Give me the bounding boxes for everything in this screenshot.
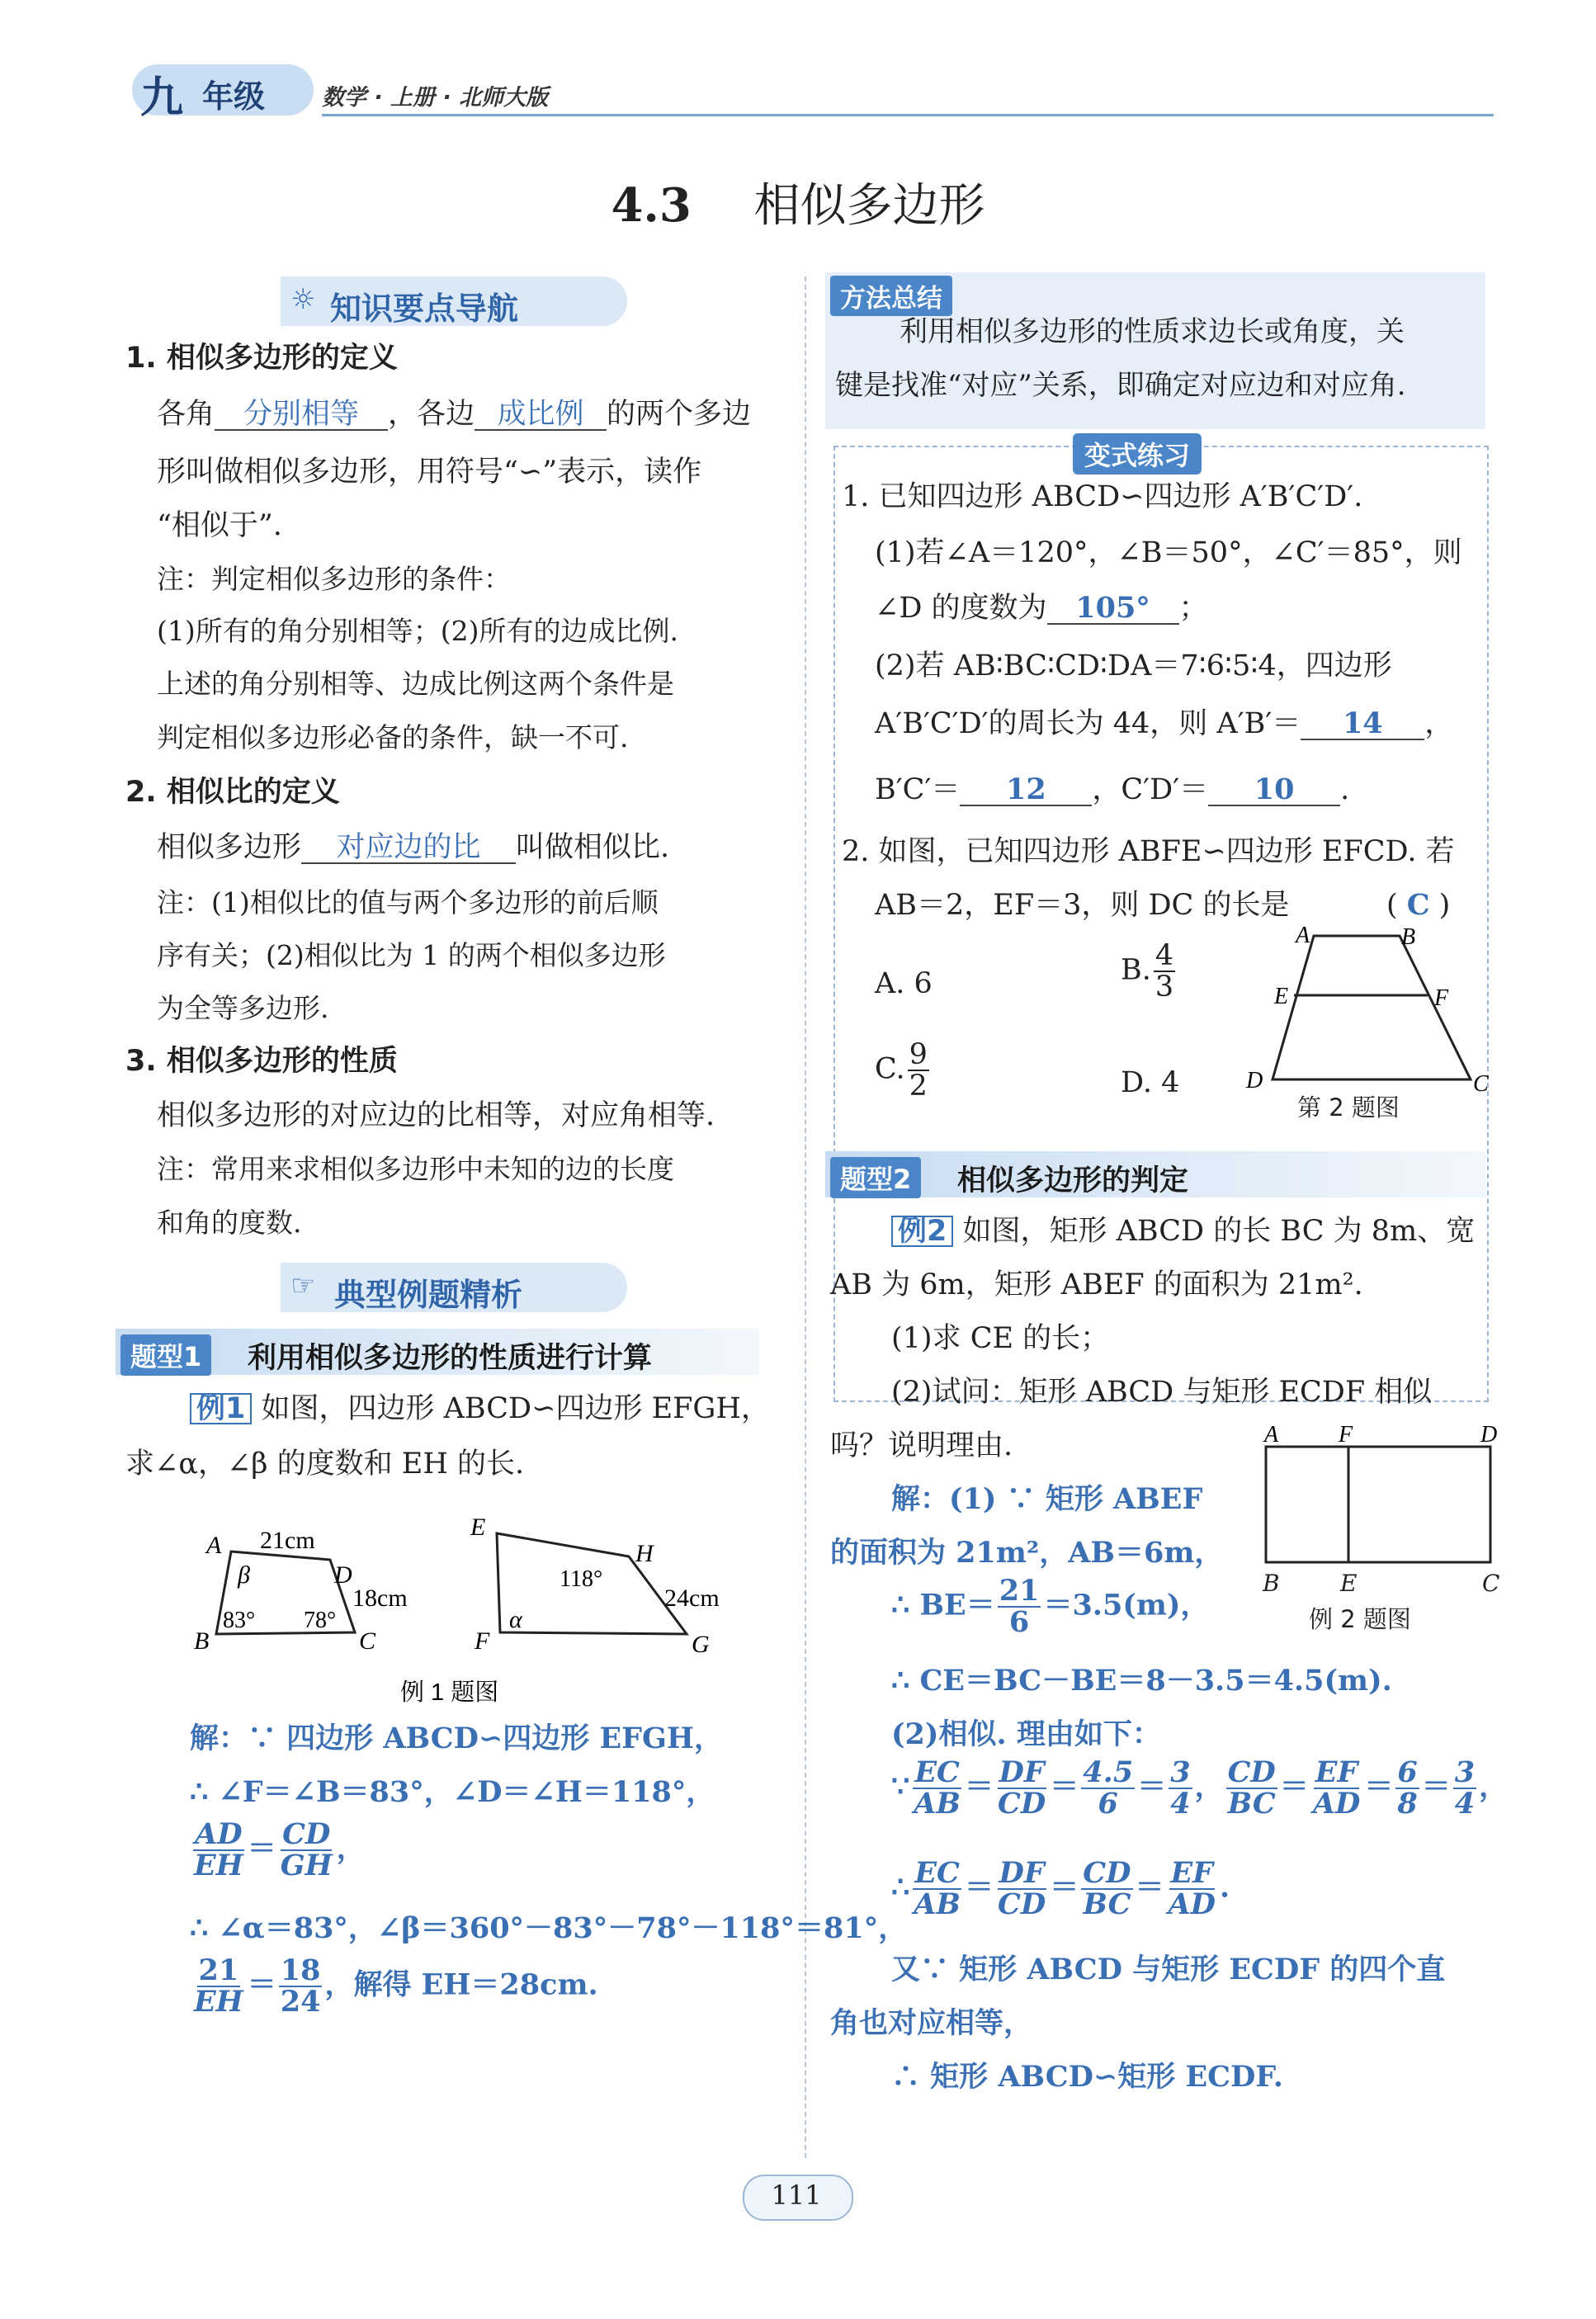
frac-num: EF	[1315, 1755, 1358, 1789]
fraction	[996, 1856, 1047, 1921]
p1-l6-mid: ，C′D′＝	[1092, 773, 1209, 806]
answer-blank-angle-d: 105°	[1047, 593, 1179, 625]
fig2-label-d: D	[1246, 1068, 1263, 1093]
fraction	[192, 1953, 245, 2019]
examples-banner	[281, 1263, 627, 1312]
math-symbol: ，	[1479, 1769, 1509, 1804]
math-symbol: ，	[1194, 1769, 1224, 1804]
p2-option-b	[1121, 941, 1178, 1002]
answer-blank-ab: 14	[1301, 709, 1424, 740]
s1-note-line1: (1)所有的角分别相等；(2)所有的边成比例.	[157, 615, 678, 647]
s3-note-line1: 注：常用来求相似多边形中未知的边的长度	[157, 1153, 674, 1185]
p1-line2: (1)若∠A＝120°，∠B＝50°，∠C′＝85°，则	[875, 536, 1462, 569]
frac-num: 6	[1397, 1755, 1418, 1789]
paren-left: (	[1386, 889, 1398, 922]
ex2-line3: (1)求 CE 的长；	[891, 1322, 1110, 1355]
method-line1: 利用相似多边形的性质求边长或角度，关	[900, 315, 1405, 348]
fraction	[1311, 1755, 1362, 1821]
sol1-line1: 解：∵ 四边形 ABCD∽四边形 EFGH，	[190, 1722, 723, 1755]
ex2-line4: (2)试问：矩形 ABCD 与矩形 ECDF 相似	[891, 1376, 1433, 1409]
grade-rest: 年级	[202, 78, 266, 115]
frac-den: EH	[194, 1985, 243, 2019]
right-column	[825, 272, 1509, 2170]
s1-line2: 形叫做相似多边形，用符号“∽”表示，读作	[157, 456, 702, 489]
s1-line1	[157, 396, 751, 432]
examples-banner-label: 典型例题精析	[334, 1277, 523, 1313]
fig1-side-hg: 24cm	[664, 1585, 720, 1612]
ex2-line5: 吗？说明理由.	[830, 1429, 1013, 1462]
practice-banner: 变式练习	[1073, 433, 1202, 475]
rect-abcd	[1266, 1447, 1490, 1562]
s2-note-line3: 为全等多边形.	[157, 992, 329, 1024]
s2-l1-post: 叫做相似比.	[516, 831, 670, 864]
ex2-line1	[891, 1213, 1475, 1249]
sol1-line2: ∴ ∠F＝∠B＝83°，∠D＝∠H＝118°，	[190, 1775, 715, 1809]
s2-note-line1: 注：(1)相似比的值与两个多边形的前后顺	[157, 886, 659, 919]
fig1-label-g: G	[692, 1631, 710, 1658]
fig1-angle-h: 118°	[560, 1566, 603, 1592]
s1-l1-pre: 各角	[157, 398, 215, 431]
sol2-line6	[891, 1755, 1509, 1821]
s1-note-line2: 上述的角分别相等、边成比例这两个条件是	[157, 668, 674, 700]
fig1-beta: β	[238, 1561, 250, 1589]
frac-num: 21	[198, 1953, 239, 1987]
fig1-alpha: α	[509, 1606, 522, 1633]
frac-den: 6	[1008, 1605, 1030, 1639]
fraction	[1081, 1856, 1132, 1921]
sol2-line4: ∴ CE＝BC－BE＝8－3.5＝4.5(m).	[891, 1664, 1392, 1698]
frac-num: EF	[1170, 1856, 1214, 1890]
page-title	[0, 169, 1596, 235]
fig1-angle-c: 78°	[304, 1608, 337, 1633]
fig2-label-a: A	[1296, 924, 1310, 948]
s3-title: 3. 相似多边形的性质	[125, 1045, 398, 1078]
frac-num: 18	[280, 1953, 321, 1987]
sol2-line9: 角也对应相等，	[830, 2006, 1033, 2040]
method-line2: 键是找准“对应”关系，即确定对应边和对应角.	[835, 369, 1406, 402]
p1-line1: 1. 已知四边形 ABCD∽四边形 A′B′C′D′.	[842, 480, 1363, 513]
answer-blank-cd: 10	[1208, 775, 1340, 806]
p2-option-d: D. 4	[1121, 1066, 1180, 1099]
fraction	[192, 1817, 245, 1882]
column-divider	[805, 276, 806, 2158]
practice2-figure	[1238, 924, 1494, 1098]
math-symbol: ∴	[891, 1870, 910, 1905]
s1-l1-post: 的两个多边	[607, 398, 752, 431]
sol2-line3	[891, 1576, 1209, 1637]
ex1-tag: 例1	[190, 1393, 252, 1424]
grade-char: 九	[140, 73, 184, 123]
frac-num: CD	[1227, 1755, 1276, 1789]
math-symbol: ＝	[965, 1870, 994, 1905]
type2-tag: 题型2	[830, 1157, 921, 1198]
s1-note-title: 注：判定相似多边形的条件：	[157, 563, 511, 595]
fig2-label-f: F	[1434, 985, 1449, 1011]
book-subtitle: 数学 · 上册 · 北师大版	[322, 85, 549, 111]
p2-line1: 2. 如图，已知四边形 ABFE∽四边形 EFCD. 若	[842, 835, 1455, 868]
fraction	[996, 1755, 1047, 1821]
header-rule	[322, 114, 1494, 116]
type2-header	[825, 1151, 1485, 1197]
sol2-line1: 解：(1) ∵ 矩形 ABEF	[891, 1482, 1203, 1516]
answer-blank-angles: 分别相等	[215, 399, 388, 431]
frac-num: 9	[909, 1038, 928, 1071]
frac-num: 3	[1454, 1755, 1476, 1789]
answer-blank-bc: 12	[960, 775, 1092, 806]
type1-header	[116, 1329, 759, 1375]
fig1-label-f: F	[475, 1627, 490, 1655]
ex2-line1-text: 如图，矩形 ABCD 的长 BC 为 8m、宽	[962, 1215, 1476, 1248]
fig1-label-e: E	[470, 1514, 486, 1541]
sol1-line5: $\frac{21}{EH}$ ＝ $\frac{18}{24}$ ，解得 EH＝28cm.	[194, 1953, 598, 2019]
fraction	[1226, 1755, 1277, 1821]
frac-den: BC	[1083, 1887, 1131, 1921]
title-number: 4.3	[611, 178, 692, 233]
s2-title: 2. 相似比的定义	[125, 776, 340, 809]
fig3-caption: 例 2 题图	[1309, 1605, 1411, 1633]
sol1-line3: $\frac{AD}{EH}$ ＝ $\frac{CD}{GH}$ ，	[194, 1817, 366, 1882]
fraction	[1453, 1755, 1476, 1821]
frac-num: CD	[282, 1817, 331, 1851]
bulb-icon: ☼	[290, 283, 316, 316]
frac-num: EC	[914, 1856, 960, 1890]
p1-l6-pre: B′C′＝	[875, 773, 961, 806]
frac-den: 6	[1098, 1787, 1118, 1821]
frac-den: 8	[1397, 1787, 1418, 1821]
p2-line2: AB＝2，EF＝3，则 DC 的长是	[875, 889, 1290, 922]
frac-den: 2	[909, 1070, 928, 1103]
fig3-label-c: C	[1482, 1570, 1500, 1597]
sol2-line2: 的面积为 21m²，AB＝6m，	[830, 1536, 1224, 1570]
option-label: C.	[875, 1052, 905, 1086]
math-symbol: ＝	[1421, 1769, 1451, 1804]
page-number: 111	[771, 2180, 822, 2211]
fraction	[1395, 1755, 1419, 1821]
fig1-label-h: H	[635, 1540, 654, 1567]
knowledge-banner-label: 知识要点导航	[330, 290, 519, 327]
p1-l5-post: ，	[1424, 707, 1454, 740]
fig3-label-b: B	[1263, 1570, 1280, 1597]
frac-den: CD	[998, 1887, 1046, 1921]
frac-den: AD	[1312, 1787, 1361, 1821]
fraction	[1167, 1856, 1218, 1921]
frac-den: AD	[1168, 1887, 1216, 1921]
fig3-label-f: F	[1339, 1424, 1353, 1448]
fig2-label-e: E	[1274, 984, 1289, 1009]
fig1-label-d: D	[334, 1561, 352, 1589]
fig3-label-d: D	[1480, 1424, 1498, 1448]
s3-note-line2: 和角的度数.	[157, 1207, 302, 1239]
fraction	[1169, 1755, 1192, 1821]
frac-den: BC	[1227, 1787, 1276, 1821]
p1-line5	[875, 706, 1453, 742]
fig3-label-a: A	[1264, 1424, 1279, 1448]
sol1-l5-post: 解得 EH＝28cm.	[353, 1967, 598, 2002]
frac-num: 4.5	[1083, 1755, 1134, 1789]
fig2-label-b: B	[1401, 924, 1416, 950]
fig1-label-b: B	[194, 1627, 210, 1655]
fig1-side-dc: 18cm	[352, 1585, 408, 1612]
frac-num: AD	[195, 1817, 243, 1851]
fig1-side-ab: 21cm	[260, 1527, 315, 1554]
paren-right: )	[1438, 889, 1451, 922]
s2-note-line2: 序有关；(2)相似比为 1 的两个相似多边形	[157, 939, 666, 971]
fraction	[912, 1755, 962, 1821]
s3-line1: 相似多边形的对应边的比相等，对应角相等.	[157, 1099, 715, 1132]
frac-num: CD	[1083, 1856, 1131, 1890]
sol2-line8: 又∵ 矩形 ABCD 与矩形 ECDF 的四个直	[891, 1953, 1446, 1986]
frac-num: DF	[999, 1755, 1045, 1789]
sol2-l3-post: ＝3.5(m)，	[1043, 1588, 1210, 1622]
frac-den: CD	[998, 1787, 1046, 1821]
ex2-line2: AB 为 6m，矩形 ABEF 的面积为 21m².	[830, 1268, 1363, 1301]
fraction	[1081, 1755, 1135, 1821]
s1-line3: “相似于”.	[157, 509, 282, 542]
fig2-caption: 第 2 题图	[1297, 1093, 1400, 1122]
fig2-label-c: C	[1473, 1071, 1489, 1097]
math-symbol: ＝	[1364, 1769, 1394, 1804]
header	[116, 59, 1502, 125]
fraction	[1154, 941, 1175, 1002]
s2-l1-pre: 相似多边形	[157, 831, 302, 864]
p1-l3-pre: ∠D 的度数为	[875, 592, 1047, 625]
math-symbol: .	[1220, 1870, 1230, 1905]
p1-line3	[875, 590, 1208, 626]
ex1-line2: 求∠α，∠β 的度数和 EH 的长.	[125, 1448, 525, 1481]
frac-num: 4	[1155, 939, 1174, 972]
p1-l5-pre: A′B′C′D′的周长为 44，则 A′B′＝	[875, 707, 1301, 740]
p1-line6	[875, 772, 1349, 808]
hand-icon: ☞	[290, 1269, 316, 1302]
math-symbol: ＝	[1279, 1769, 1309, 1804]
s1-note-line3: 判定相似多边形必备的条件，缺一不可.	[157, 721, 629, 753]
frac-den: 4	[1170, 1787, 1191, 1821]
frac-den: 4	[1454, 1787, 1476, 1821]
p2-answer	[1386, 887, 1450, 923]
fig1-angle-b: 83°	[223, 1608, 256, 1633]
fraction	[998, 1576, 1041, 1637]
method-tag: 方法总结	[830, 276, 952, 316]
math-symbol: ＝	[1135, 1870, 1164, 1905]
fraction	[279, 1817, 334, 1882]
fraction	[912, 1856, 962, 1921]
sol2-line5: (2)相似. 理由如下：	[891, 1717, 1161, 1751]
fig1-caption: 例 1 题图	[400, 1679, 499, 1706]
option-label: B.	[1121, 953, 1151, 987]
s1-l1-mid: ，各边	[388, 398, 475, 431]
title-text: 相似多边形	[753, 179, 985, 233]
frac-den: GH	[280, 1849, 333, 1882]
math-symbol: ＝	[965, 1769, 994, 1804]
frac-den: 24	[280, 1985, 321, 2019]
frac-num: EC	[914, 1755, 960, 1789]
frac-num: 21	[999, 1574, 1040, 1608]
fig3-label-e: E	[1340, 1570, 1358, 1597]
ex1-line1-text: 如图，四边形 ABCD∽四边形 EFGH，	[261, 1392, 770, 1425]
s1-title: 1. 相似多边形的定义	[125, 342, 398, 375]
sol1-line4: ∴ ∠α＝83°，∠β＝360°－83°－78°－118°＝81°，	[190, 1911, 908, 1945]
knowledge-banner	[281, 276, 627, 326]
fraction	[908, 1040, 929, 1101]
p2-option-c	[875, 1040, 932, 1101]
sol2-line10: ∴ 矩形 ABCD∽矩形 ECDF.	[891, 2060, 1283, 2094]
answer-blank-ratio: 对应边的比	[301, 833, 516, 864]
frac-num: DF	[999, 1856, 1045, 1890]
frac-den: AB	[914, 1787, 961, 1821]
s2-line1	[157, 829, 669, 866]
example1-figure	[182, 1502, 759, 1708]
p1-line4: (2)若 AB∶BC∶CD∶DA＝7∶6∶5∶4，四边形	[875, 649, 1392, 682]
fig1-label-c: C	[359, 1627, 376, 1655]
math-symbol: ＝	[1050, 1870, 1079, 1905]
p2-answer-choice: C	[1406, 888, 1430, 922]
math-symbol: ＝	[1137, 1769, 1167, 1804]
sol2-line7	[891, 1856, 1230, 1921]
frac-num: 3	[1170, 1755, 1191, 1789]
example2-figure	[1254, 1424, 1502, 1580]
type1-title: 利用相似多边形的性质进行计算	[248, 1342, 653, 1375]
p1-l3-post: ；	[1178, 592, 1208, 625]
math-symbol: ＝	[1050, 1769, 1079, 1804]
p1-l6-post: .	[1340, 773, 1350, 806]
frac-den: 3	[1155, 971, 1174, 1004]
ex1-line1	[190, 1391, 770, 1427]
fraction	[279, 1953, 323, 2019]
frac-den: EH	[194, 1849, 243, 1882]
frac-den: AB	[914, 1887, 961, 1921]
type1-tag: 题型1	[120, 1334, 211, 1376]
ex2-tag: 例2	[891, 1216, 953, 1247]
answer-blank-sides: 成比例	[475, 399, 607, 431]
sol2-l3-pre: ∴ BE＝	[891, 1588, 995, 1622]
fig1-label-a: A	[206, 1532, 222, 1559]
type2-title: 相似多边形的判定	[957, 1164, 1189, 1197]
math-symbol: ∵	[891, 1769, 910, 1804]
p2-option-a: A. 6	[875, 967, 933, 1000]
